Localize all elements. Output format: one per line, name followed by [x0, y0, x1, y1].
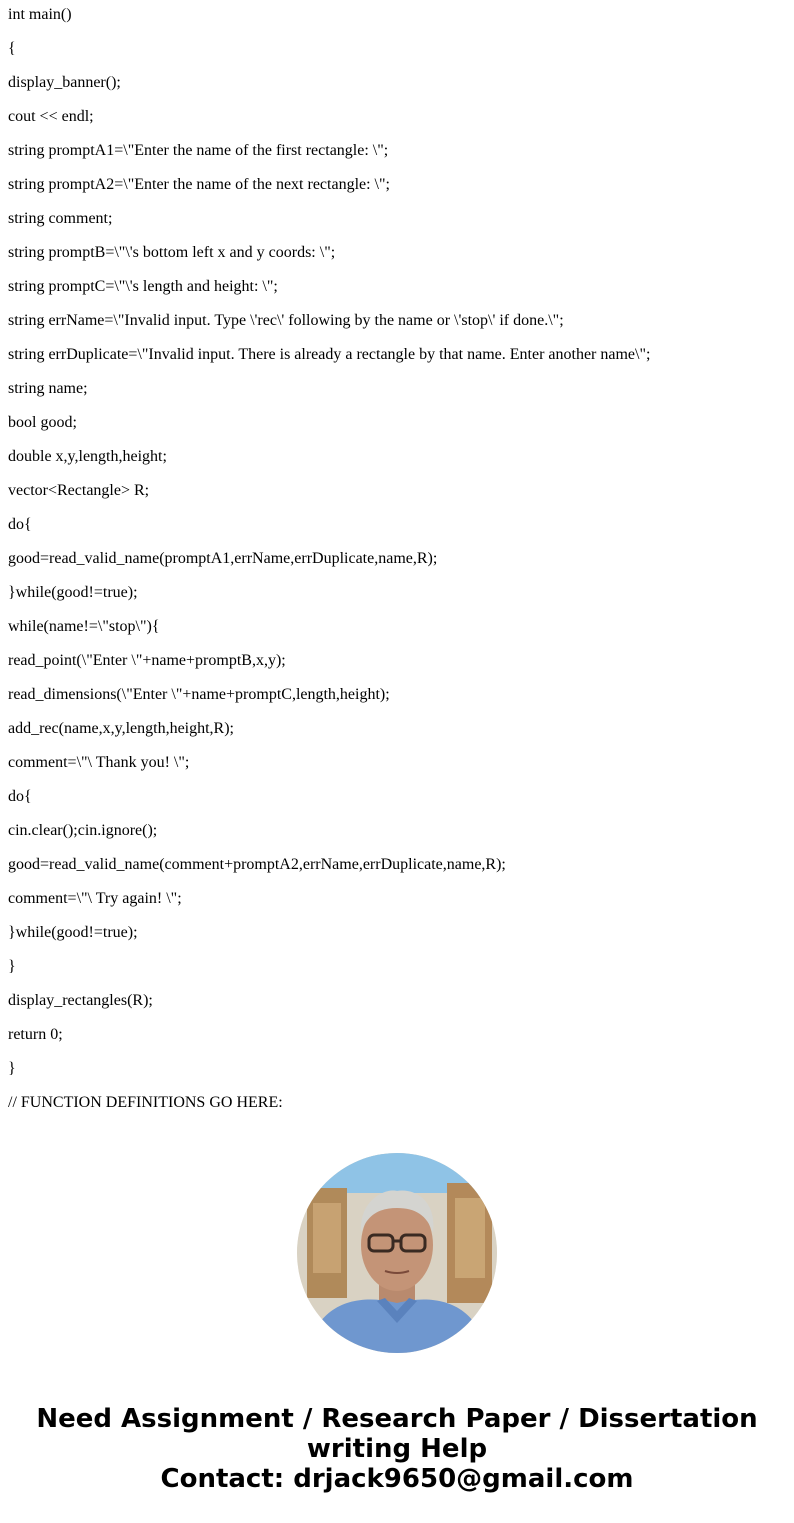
code-line: while(name!=\"stop\"){	[8, 618, 160, 635]
code-line: string errName=\"Invalid input. Type \'rec\' following by the name or \'stop\' if done.\";	[8, 312, 564, 329]
code-line: cin.clear();cin.ignore();	[8, 822, 158, 839]
code-line: good=read_valid_name(comment+promptA2,errName,errDuplicate,name,R);	[8, 856, 506, 873]
code-line: comment=\"\ Thank you! \";	[8, 754, 190, 771]
code-line: read_point(\"Enter \"+name+promptB,x,y);	[8, 652, 286, 669]
code-line: }while(good!=true);	[8, 584, 138, 601]
promo-line-2: writing Help	[306, 1434, 488, 1464]
code-line: string comment;	[8, 210, 113, 227]
code-line: double x,y,length,height;	[8, 448, 167, 465]
code-line: }	[8, 1060, 16, 1077]
code-line: string name;	[8, 380, 88, 397]
code-line: string errDuplicate=\"Invalid input. There is already a rectangle by that name. Enter another name\";	[8, 346, 651, 363]
code-line: good=read_valid_name(promptA1,errName,errDuplicate,name,R);	[8, 550, 438, 567]
code-line: string promptB=\"\'s bottom left x and y coords: \";	[8, 244, 336, 261]
code-line: return 0;	[8, 1026, 63, 1043]
promo-contact: Contact: drjack9650@gmail.com	[160, 1464, 634, 1494]
promo-line-1: Need Assignment / Research Paper / Dissertation	[36, 1404, 758, 1434]
code-line: string promptA2=\"Enter the name of the next rectangle: \";	[8, 176, 390, 193]
code-line: bool good;	[8, 414, 77, 431]
code-line: int main()	[8, 6, 72, 23]
promo-banner	[0, 1404, 794, 1494]
code-line: }	[8, 958, 16, 975]
code-line: {	[8, 40, 16, 57]
author-avatar	[297, 1153, 497, 1353]
code-line: cout << endl;	[8, 108, 94, 125]
code-line: display_banner();	[8, 74, 121, 91]
code-line: string promptC=\"\'s length and height: \";	[8, 278, 278, 295]
code-line: add_rec(name,x,y,length,height,R);	[8, 720, 234, 737]
code-line: display_rectangles(R);	[8, 992, 153, 1009]
code-line: vector<Rectangle> R;	[8, 482, 150, 499]
code-line: // FUNCTION DEFINITIONS GO HERE:	[8, 1094, 283, 1111]
code-line: string promptA1=\"Enter the name of the first rectangle: \";	[8, 142, 389, 159]
avatar-portrait-image	[297, 1153, 497, 1353]
code-line: do{	[8, 788, 32, 805]
code-listing	[8, 5, 788, 1127]
code-line: }while(good!=true);	[8, 924, 138, 941]
code-line: read_dimensions(\"Enter \"+name+promptC,length,height);	[8, 686, 390, 703]
code-line: do{	[8, 516, 32, 533]
code-line: comment=\"\ Try again! \";	[8, 890, 182, 907]
